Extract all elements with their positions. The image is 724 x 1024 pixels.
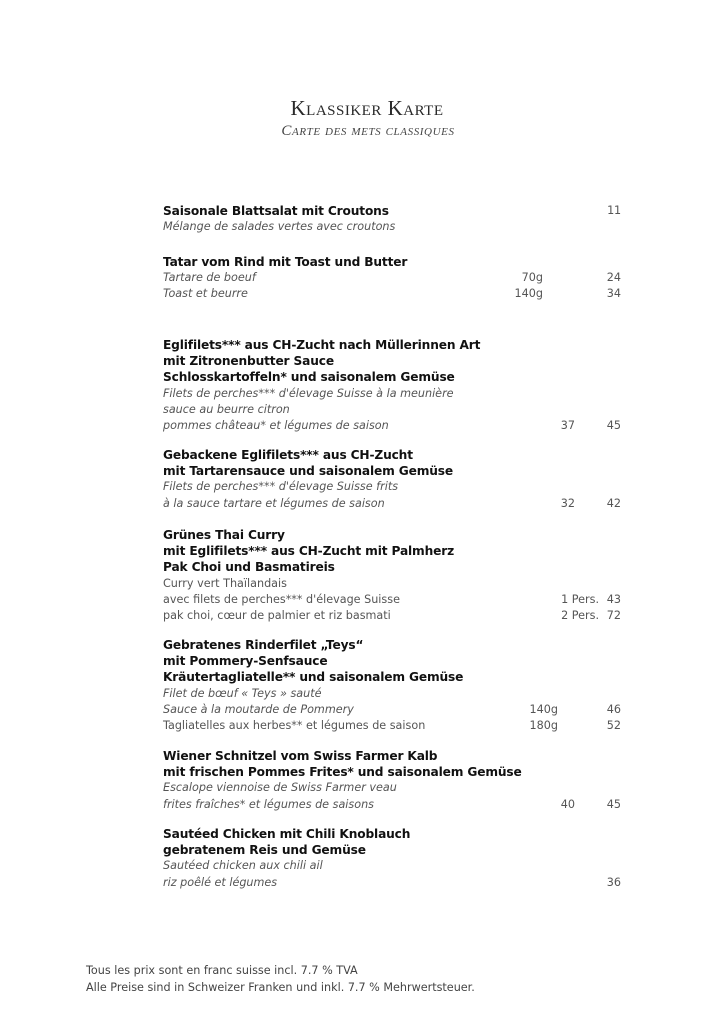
item-price: 34 (606, 287, 621, 301)
item-price: 46 (606, 702, 621, 716)
item-title: Gebratenes Rinderfilet „Teys“ (163, 638, 364, 652)
item-title: Pak Choi und Basmatireis (163, 560, 335, 575)
item-title: mit Zitronenbutter Sauce (163, 354, 334, 369)
item-title: Saisonale Blattsalat mit Croutons 11 (163, 204, 621, 218)
item-title: Sautéed Chicken mit Chili Knoblauch (163, 827, 411, 841)
item-weight: 180g (529, 718, 558, 732)
item-description: riz poêlé et légumes 36 (163, 875, 621, 891)
item-weight: 140g (514, 287, 543, 301)
item-portion: 2 Pers. (561, 608, 599, 622)
item-title: mit Pommery-Senfsauce (163, 654, 328, 669)
menu-item-rinderfilet (163, 637, 621, 734)
item-title: mit Eglifilets*** aus CH-Zucht mit Palmherz (163, 544, 455, 559)
item-weight: 70g (521, 271, 543, 285)
item-description: Curry vert Thaïlandais (163, 576, 287, 590)
item-title: Gebackene Eglifilets*** aus CH-Zucht (163, 448, 413, 462)
item-title: mit Tartarensauce und saisonalem Gemüse (163, 464, 454, 479)
menu-item-eglifilets-muellerinnen (163, 337, 621, 434)
item-title: gebratenem Reis und Gemüse (163, 843, 366, 858)
item-price-large: 42 (606, 496, 621, 510)
item-description: Tartare de boeuf 70g 24 (163, 270, 621, 286)
footnote-de: Alle Preise sind in Schweizer Franken und inkl. 7.7 % Mehrwertsteuer. (86, 980, 475, 994)
item-title: Tatar vom Rind mit Toast und Butter (163, 255, 408, 269)
item-price: 43 (606, 592, 621, 606)
item-description: Tagliatelles aux herbes** et légumes de saison 180g 52 (163, 718, 621, 734)
page-subtitle: Carte des mets classiques (281, 123, 455, 139)
item-title: Wiener Schnitzel vom Swiss Farmer Kalb (163, 749, 438, 763)
item-description: Sautéed chicken aux chili ail (163, 859, 323, 873)
item-description: pak choi, cœur de palmier et riz basmati 2 Pers. 72 (163, 608, 621, 624)
item-description: Filets de perches*** d'élevage Suisse frits (163, 480, 399, 494)
item-price-small: 37 (560, 418, 575, 432)
menu-item-gebackene-eglifilets (163, 447, 621, 512)
item-description: Sauce à la moutarde de Pommery 140g 46 (163, 702, 621, 718)
item-description: Mélange de salades vertes avec croutons (163, 220, 396, 234)
price-footnote (86, 963, 475, 996)
item-price: 52 (606, 718, 621, 732)
item-price-large: 45 (606, 418, 621, 432)
item-description: Escalope viennoise de Swiss Farmer veau (163, 781, 397, 795)
menu-item-sauteed-chicken (163, 826, 621, 891)
item-title: Eglifilets*** aus CH-Zucht nach Müllerinnen Art (163, 338, 481, 352)
item-description: sauce au beurre citron (163, 402, 290, 416)
item-description: frites fraîches* et légumes de saisons 40 45 (163, 797, 621, 813)
item-portion: 1 Pers. (561, 592, 599, 606)
item-description: Toast et beurre 140g 34 (163, 286, 621, 302)
item-title: mit frischen Pommes Frites* und saisonalem Gemüse (163, 765, 522, 780)
menu-item-thai-curry (163, 527, 621, 624)
page-header (0, 96, 724, 142)
item-title: Schlosskartoffeln* und saisonalem Gemüse (163, 370, 455, 385)
item-weight: 140g (529, 702, 558, 716)
item-price: 72 (606, 608, 621, 622)
item-price: 36 (606, 875, 621, 889)
page-title: Klassiker Karte (290, 96, 444, 120)
footnote-fr: Tous les prix sont en franc suisse incl. 7.7 % TVA (86, 964, 358, 977)
item-price: 11 (607, 204, 621, 217)
item-price: 24 (606, 271, 621, 285)
item-description: à la sauce tartare et légumes de saison 32 42 (163, 496, 621, 512)
item-price-small: 40 (560, 797, 575, 811)
menu-item-salad (163, 203, 621, 235)
item-price-large: 45 (606, 797, 621, 811)
item-description: Filets de perches*** d'élevage Suisse à la meunière (163, 386, 454, 400)
menu-item-tatar (163, 254, 621, 303)
item-description: pommes château* et légumes de saison 37 45 (163, 418, 621, 434)
item-price-small: 32 (560, 496, 575, 510)
item-title: Grünes Thai Curry (163, 528, 285, 542)
item-title: Kräutertagliatelle** und saisonalem Gemüse (163, 670, 464, 685)
item-description: avec filets de perches*** d'élevage Suisse 1 Pers. 43 (163, 592, 621, 608)
menu-item-wiener-schnitzel (163, 748, 621, 813)
item-description: Filet de bœuf « Teys » sauté (163, 686, 322, 700)
